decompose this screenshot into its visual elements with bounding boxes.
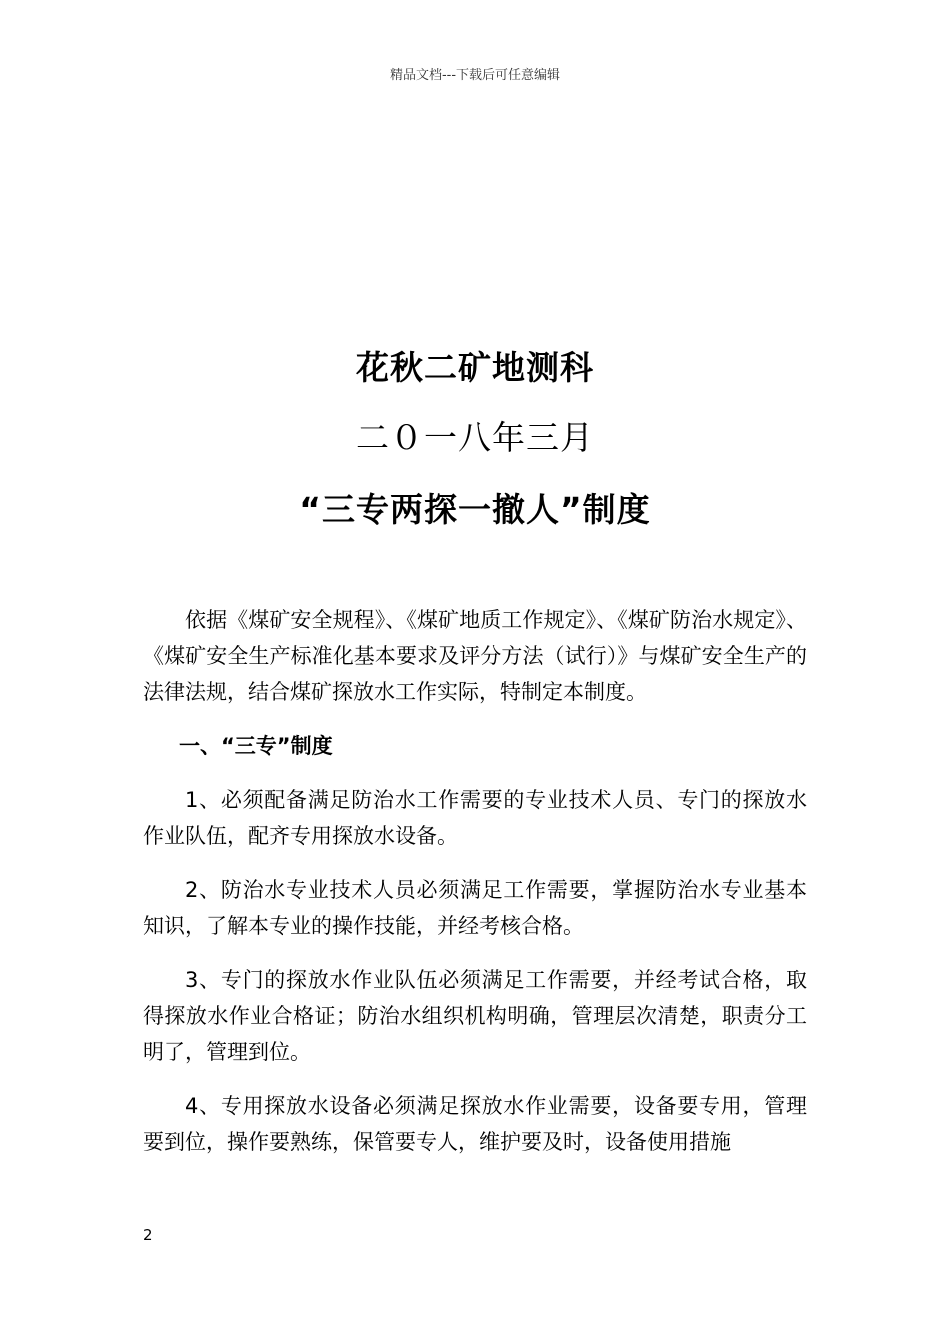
page-header: 精品文档---下载后可任意编辑 xyxy=(389,68,561,83)
date-title: 二０一八年三月 xyxy=(356,418,594,457)
department-title: 花秋二矿地测科 xyxy=(356,348,594,387)
intro-paragraph: 依据《煤矿安全规程》、《煤矿地质工作规定》、《煤矿防治水规定》、《煤矿安全生产标准化基本要求及评分方法（试行）》与煤矿安全生产的法律法规，结合煤矿探放水工作实际，特制定本制度。 xyxy=(143,608,807,704)
page-number: 2 xyxy=(143,1226,153,1244)
document-body xyxy=(143,602,807,1160)
list-item: 3、专门的探放水作业队伍必须满足工作需要，并经考试合格，取得探放水作业合格证；防治水组织机构明确，管理层次清楚，职责分工明了，管理到位。 xyxy=(143,968,807,1064)
list-item: 1、必须配备满足防治水工作需要的专业技术人员、专门的探放水作业队伍，配齐专用探放水设备。 xyxy=(143,788,807,848)
document-title: “三专两探一撤人”制度 xyxy=(299,490,651,529)
section-heading: 一、“三专”制度 xyxy=(179,734,333,758)
list-item: 2、防治水专业技术人员必须满足工作需要，掌握防治水专业基本知识，了解本专业的操作技能，并经考核合格。 xyxy=(143,878,807,938)
list-item: 4、专用探放水设备必须满足探放水作业需要，设备要专用，管理要到位，操作要熟练，保管要专人，维护要及时，设备使用措施 xyxy=(143,1094,807,1154)
